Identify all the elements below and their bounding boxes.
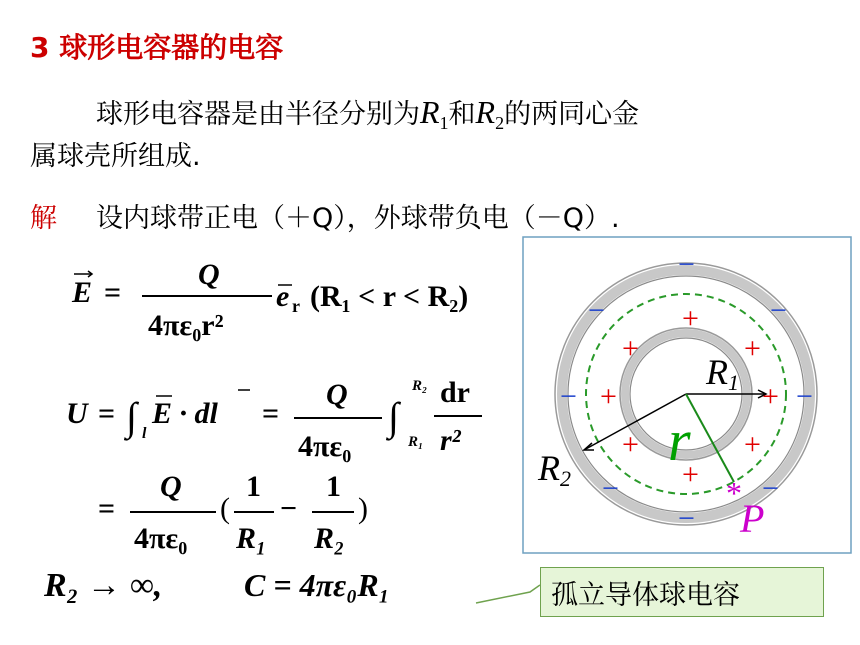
svg-text:=: = [262,397,280,430]
field-unit-vector: e [276,280,290,313]
callout-text: 孤立导体球电容 [551,579,740,611]
r2-symbol: $R_2$ [475,94,505,133]
intro-text-a: 球形电容器是由半径分别为 [96,99,420,130]
minus-charge: − [602,472,619,505]
svg-text:=: = [98,492,116,525]
minus-charge: − [770,294,787,327]
intro-line-1 [96,92,639,134]
result-numerator: Q [160,470,182,503]
potential-equation [66,376,482,463]
field-unit-sub: r [292,296,300,316]
field-lhs: E [72,276,93,309]
plus-charge: + [682,302,699,335]
callout-box [540,567,824,617]
svg-text:∫: ∫ [126,394,137,439]
intro-text-b: 的两同心金 [504,99,640,130]
svg-text:∫: ∫ [388,394,399,439]
limit-condition: R₂ → ∞, [44,567,163,604]
minus-charge: − [678,502,695,535]
svg-text:=: = [104,276,122,309]
solution-text: 设内球带正电（＋Q），外球带负电（－Q）. [96,203,620,234]
result-f2-num: 1 [326,470,341,503]
field-numerator: Q [198,258,220,291]
minus-charge: − [560,380,577,413]
point-star: * [726,475,742,511]
solution-label: 解 [30,203,57,234]
potential-int-sub: l [142,425,147,442]
plus-charge: + [622,332,639,365]
intro-and: 和 [448,99,476,130]
svg-text:−: − [280,492,298,525]
intro-line-2: 属球壳所组成. [30,141,201,172]
plus-charge: + [744,428,761,461]
field-range: (R₁ < r < R₂) [310,280,469,313]
potential-integrand: E · dl [152,397,218,430]
plus-charge: + [682,458,699,491]
field-denominator: 4πε₀r² [148,309,224,342]
potential-result-equation [98,470,368,555]
result-denominator: 4πε₀ [134,522,188,555]
minus-charge: − [796,380,813,413]
field-equation [71,258,468,342]
label-r1: R1 [706,352,739,395]
plus-charge: + [762,380,779,413]
minus-charge: − [678,248,695,281]
result-f1-num: 1 [246,470,261,503]
result-f1-den: R₁ [236,522,267,555]
label-p: P [740,496,765,541]
section-title: 3 球形电容器的电容 [30,31,284,64]
plus-charge: + [600,380,617,413]
callout-pointer [476,585,540,603]
plus-charge: + [744,332,761,365]
svg-text:=: = [98,397,116,430]
potential-upper: R₂ [412,378,428,394]
equations-block [0,240,540,640]
result-f2-den: R₂ [314,522,345,555]
svg-text:): ) [358,492,368,525]
limit-result: C = 4πε₀R₁ [244,567,390,603]
label-r: r [668,408,691,473]
spherical-capacitor-diagram [522,236,852,554]
potential-numerator: Q [326,378,348,411]
potential-int-num: dr [440,376,470,409]
potential-int-den: r² [440,424,461,457]
label-r2: R2 [538,448,571,491]
minus-charge: − [588,294,605,327]
svg-text:(: ( [220,492,230,525]
potential-denominator: 4πε₀ [298,430,352,463]
minus-charge: − [762,472,779,505]
potential-lower: R₁ [408,434,424,450]
potential-lhs: U [66,397,88,430]
limit-equation [43,567,390,604]
plus-charge: + [622,428,639,461]
r1-symbol: $R_1$ [420,94,449,133]
